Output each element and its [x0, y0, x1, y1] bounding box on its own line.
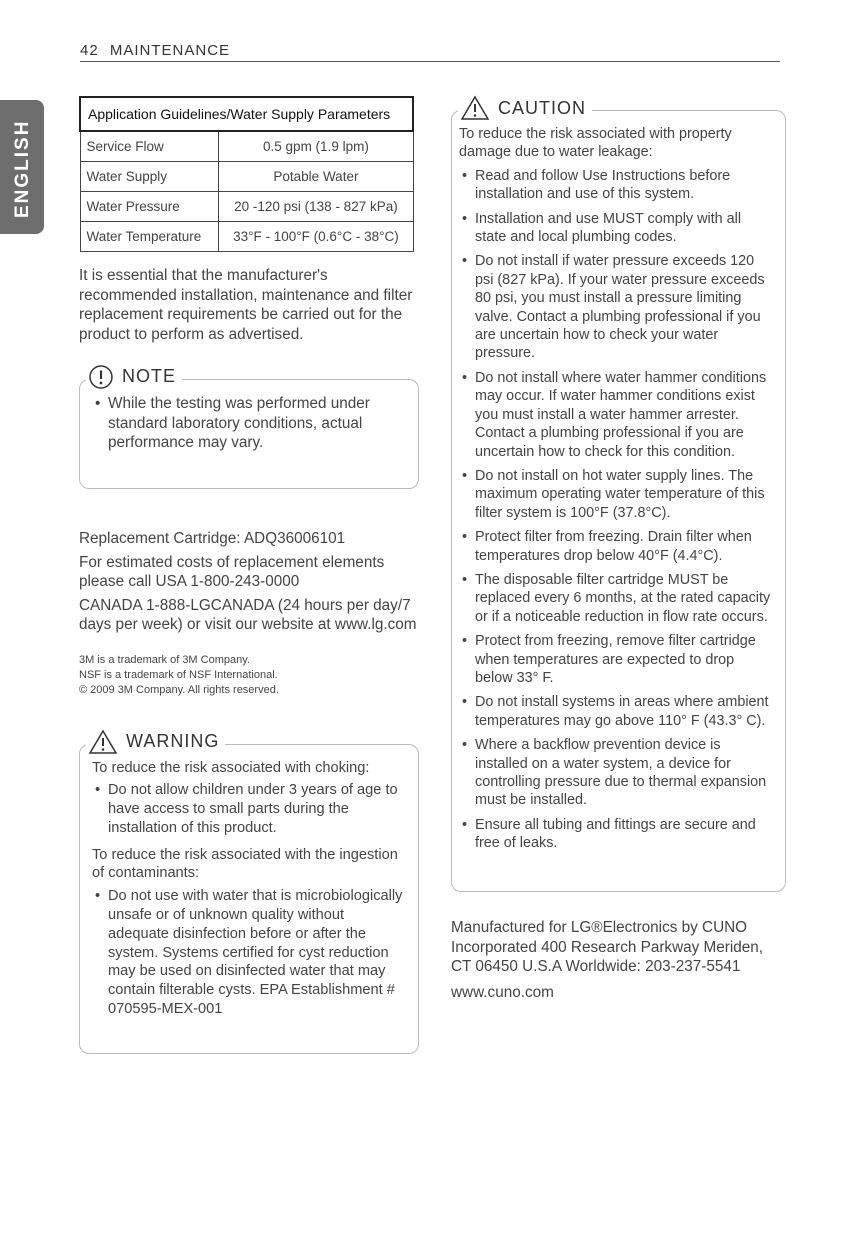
row-value: 33°F - 100°F (0.6°C - 38°C) — [219, 222, 413, 252]
warning-heading — [86, 729, 225, 755]
caution-item: • The disposable filter cartridge MUST be replaced every 6 months, at the rated capacity or if a noticeable reduction in flow rate occurs. — [459, 571, 775, 626]
caution-box — [451, 97, 786, 892]
table-title: Application Guidelines/Water Supply Parameters — [80, 97, 413, 131]
section-title: MAINTENANCE — [109, 42, 231, 59]
replacement-info — [79, 529, 419, 635]
row-label: Water Temperature — [80, 222, 219, 252]
table-row — [80, 192, 413, 222]
caution-item: • Do not install where water hammer conditions may occur. If water hammer conditions exist you must install a water hammer arrester. Contact a plumbing professional if you are uncertain how to check for this condition. — [459, 369, 775, 461]
manufacturer-url: www.cuno.com — [451, 983, 554, 1001]
caution-intro: To reduce the risk associated with property damage due to water leakage: — [459, 126, 732, 161]
table-row — [80, 222, 413, 252]
language-tab — [0, 100, 44, 234]
warning-box — [79, 731, 419, 1054]
caution-item: • Read and follow Use Instructions before installation and use of this system. — [459, 167, 775, 204]
water-supply-table — [79, 96, 414, 252]
page-header — [80, 42, 780, 62]
intro-paragraph: It is essential that the manufacturer's recommended installation, maintenance and filter replacement requirements be carried out for the product to perform as advertised. — [79, 267, 413, 343]
left-column — [79, 96, 419, 1054]
note-title: NOTE — [122, 366, 177, 387]
info-icon — [88, 364, 114, 390]
warning-intro-contaminants: To reduce the risk associated with the ingestion of contaminants: — [92, 846, 398, 882]
replacement-cartridge: Replacement Cartridge: ADQ36006101 — [79, 530, 346, 547]
caution-item: • Do not install if water pressure exceeds 120 psi (827 kPa). If your water pressure exceeds 80 psi, you must install a pressure limiting valve. Contact a plumbing professional if you are uncertain how to check your water pressure. — [459, 252, 775, 362]
row-label: Water Supply — [80, 162, 219, 192]
note-heading — [86, 364, 182, 390]
manufacturer-text: Manufactured for LG®Electronics by CUNO Incorporated 400 Research Parkway Meriden, CT 06450 U.S.A Worldwide: 203-237-5541 — [451, 919, 764, 975]
row-value: Potable Water — [219, 162, 413, 192]
page-number: 42 — [80, 42, 99, 59]
caution-title: CAUTION — [498, 97, 586, 118]
row-value: 0.5 gpm (1.9 lpm) — [219, 131, 413, 162]
warning-title: WARNING — [126, 731, 220, 752]
table-row — [80, 162, 413, 192]
row-label: Water Pressure — [80, 192, 219, 222]
caution-item: • Protect filter from freezing. Drain filter when temperatures drop below 40°F (4.4°C). — [459, 528, 775, 565]
caution-triangle-icon — [460, 95, 490, 121]
note-box — [79, 366, 419, 489]
caution-heading — [458, 95, 592, 121]
trademark-line: © 2009 3M Company. All rights reserved. — [79, 683, 279, 696]
warning-item: • Do not use with water that is microbiologically unsafe or of unknown quality without adequate disinfection before or after the system. Systems certified for cyst reduction may be used on disinfected water that may contain filterable cysts. EPA Establishment # 070595-MEX-001 — [92, 887, 404, 1019]
caution-item: • Do not install systems in areas where ambient temperatures may go above 110° F (43.3° C). — [459, 693, 775, 730]
table-row — [80, 131, 413, 162]
trademarks — [79, 653, 419, 698]
manufacturer-info — [451, 918, 786, 1002]
caution-item: • Where a backflow prevention device is installed on a water system, a device for controlling pressure due to thermal expansion must be installed. — [459, 736, 775, 810]
warning-item: • Do not allow children under 3 years of age to have access to small parts during the installation of this product. — [92, 781, 404, 837]
caution-item: • Ensure all tubing and fittings are secure and free of leaks. — [459, 816, 775, 853]
caution-item: • Installation and use MUST comply with all state and local plumbing codes. — [459, 210, 775, 247]
trademark-line: 3M is a trademark of 3M Company. — [79, 653, 250, 666]
row-label: Service Flow — [80, 131, 219, 162]
replacement-canada: CANADA 1-888-LGCANADA (24 hours per day/7 days per week) or visit our website at www.lg.com — [79, 596, 417, 633]
row-value: 20 -120 psi (138 - 827 kPa) — [219, 192, 413, 222]
language-label: ENGLISH — [12, 119, 33, 218]
caution-item: • Do not install on hot water supply lines. The maximum operating water temperature of this filter system is 100°F (37.8°C). — [459, 467, 775, 522]
caution-item: • Protect from freezing, remove filter cartridge when temperatures are expected to drop below 33° F. — [459, 632, 775, 687]
trademark-line: NSF is a trademark of NSF International. — [79, 668, 278, 681]
warning-triangle-icon — [88, 729, 118, 755]
warning-intro-choking: To reduce the risk associated with choking: — [92, 759, 370, 776]
note-item: • While the testing was performed under standard laboratory conditions, actual performance may vary. — [92, 394, 404, 453]
replacement-costs: For estimated costs of replacement elements please call USA 1-800-243-0000 — [79, 553, 385, 590]
right-column — [451, 96, 786, 1002]
